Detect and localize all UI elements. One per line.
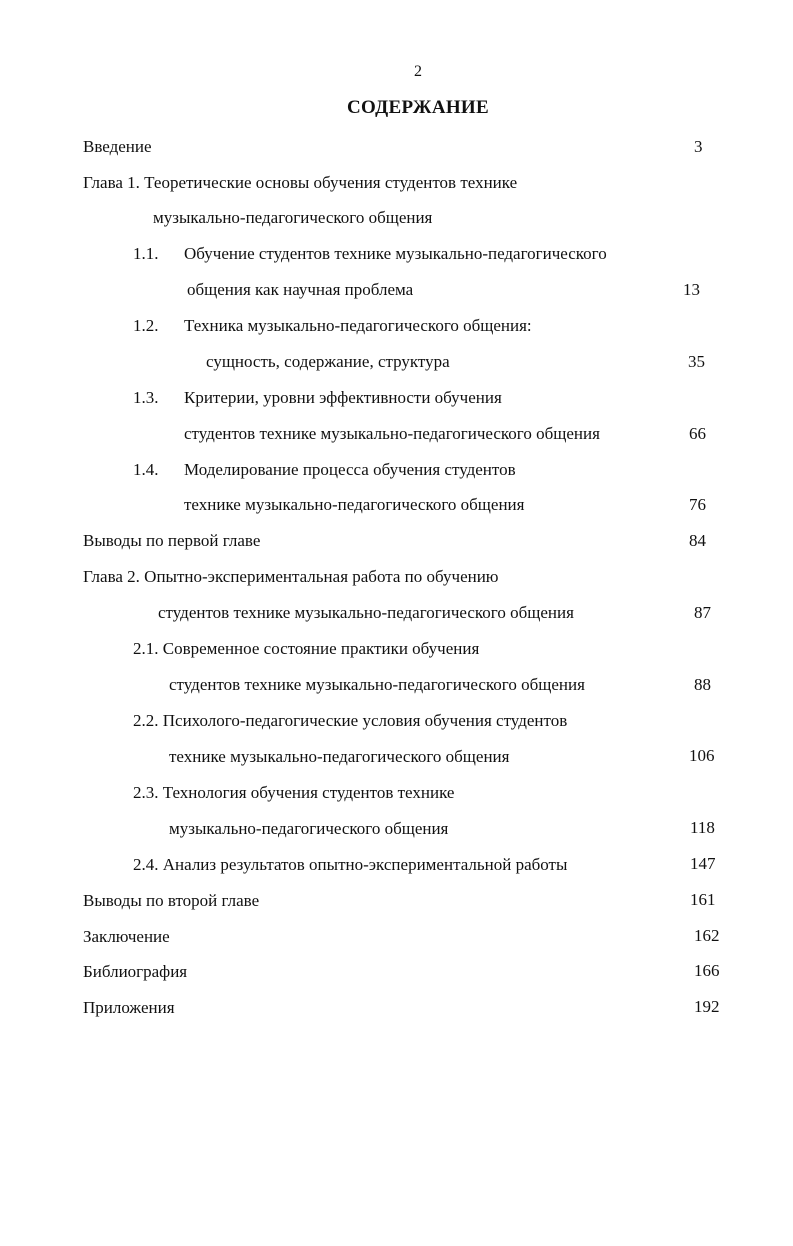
toc-entry-conclusions-2: Выводы по второй главе — [83, 891, 260, 910]
toc-entry-2-4: 2.4. Анализ результатов опытно-экспериментальной работы — [133, 855, 568, 874]
toc-entry-2-2-cont: технике музыкально-педагогического общения — [169, 747, 510, 766]
toc-page-2-2: 106 — [689, 746, 715, 765]
toc-entry-1-1: Обучение студентов технике музыкально-педагогического — [184, 244, 607, 263]
toc-entry-2-1-cont: студентов технике музыкально-педагогического общения — [169, 675, 585, 694]
toc-page-2-4: 147 — [690, 854, 716, 873]
toc-entry-1-4: Моделирование процесса обучения студентов — [184, 460, 516, 479]
toc-page-2-1: 88 — [694, 675, 711, 694]
toc-entry-1-3-cont: студентов технике музыкально-педагогического общения — [184, 424, 600, 443]
toc-page-1-3: 66 — [689, 424, 706, 443]
toc-num-1-2: 1.2. — [133, 316, 159, 335]
toc-entry-conclusions-1: Выводы по первой главе — [83, 531, 261, 550]
toc-page-1-1: 13 — [683, 280, 700, 299]
toc-num-1-1: 1.1. — [133, 244, 159, 263]
toc-entry-1-2-cont: сущность, содержание, структура — [206, 352, 450, 371]
toc-entry-chapter-2: Глава 2. Опытно-экспериментальная работа по обучению — [83, 567, 499, 586]
toc-entry-chapter-1-cont: музыкально-педагогического общения — [153, 208, 433, 227]
toc-entry-bibliography: Библиография — [83, 962, 188, 981]
toc-entry-appendices: Приложения — [83, 998, 175, 1017]
toc-entry-2-1: 2.1. Современное состояние практики обучения — [133, 639, 480, 658]
page-number: 2 — [414, 63, 422, 80]
toc-entry-2-3-cont: музыкально-педагогического общения — [169, 819, 449, 838]
toc-page-conclusions-1: 84 — [689, 531, 706, 550]
toc-entry-1-2: Техника музыкально-педагогического общения: — [184, 316, 532, 335]
toc-title: СОДЕРЖАНИЕ — [347, 97, 489, 118]
toc-entry-intro: Введение — [83, 137, 152, 156]
toc-entry-chapter-2-cont: студентов технике музыкально-педагогического общения — [158, 603, 574, 622]
toc-entry-1-1-cont: общения как научная проблема — [187, 280, 414, 299]
toc-num-1-4: 1.4. — [133, 460, 159, 479]
toc-entry-conclusion: Заключение — [83, 927, 170, 946]
toc-entry-2-3: 2.3. Технология обучения студентов технике — [133, 783, 455, 802]
toc-page-1-4: 76 — [689, 495, 706, 514]
toc-entry-2-2: 2.2. Психолого-педагогические условия обучения студентов — [133, 711, 568, 730]
toc-page-conclusion: 162 — [694, 926, 720, 945]
toc-page-appendices: 192 — [694, 997, 720, 1016]
toc-page-conclusions-2: 161 — [690, 890, 716, 909]
toc-page-chapter-2: 87 — [694, 603, 711, 622]
toc-num-1-3: 1.3. — [133, 388, 159, 407]
toc-page-2-3: 118 — [690, 818, 715, 837]
toc-page-bibliography: 166 — [694, 961, 720, 980]
toc-entry-chapter-1: Глава 1. Теоретические основы обучения студентов технике — [83, 173, 518, 192]
toc-page-intro: 3 — [694, 137, 703, 156]
toc-entry-1-4-cont: технике музыкально-педагогического общения — [184, 495, 525, 514]
toc-entry-1-3: Критерии, уровни эффективности обучения — [184, 388, 502, 407]
toc-page-1-2: 35 — [688, 352, 705, 371]
